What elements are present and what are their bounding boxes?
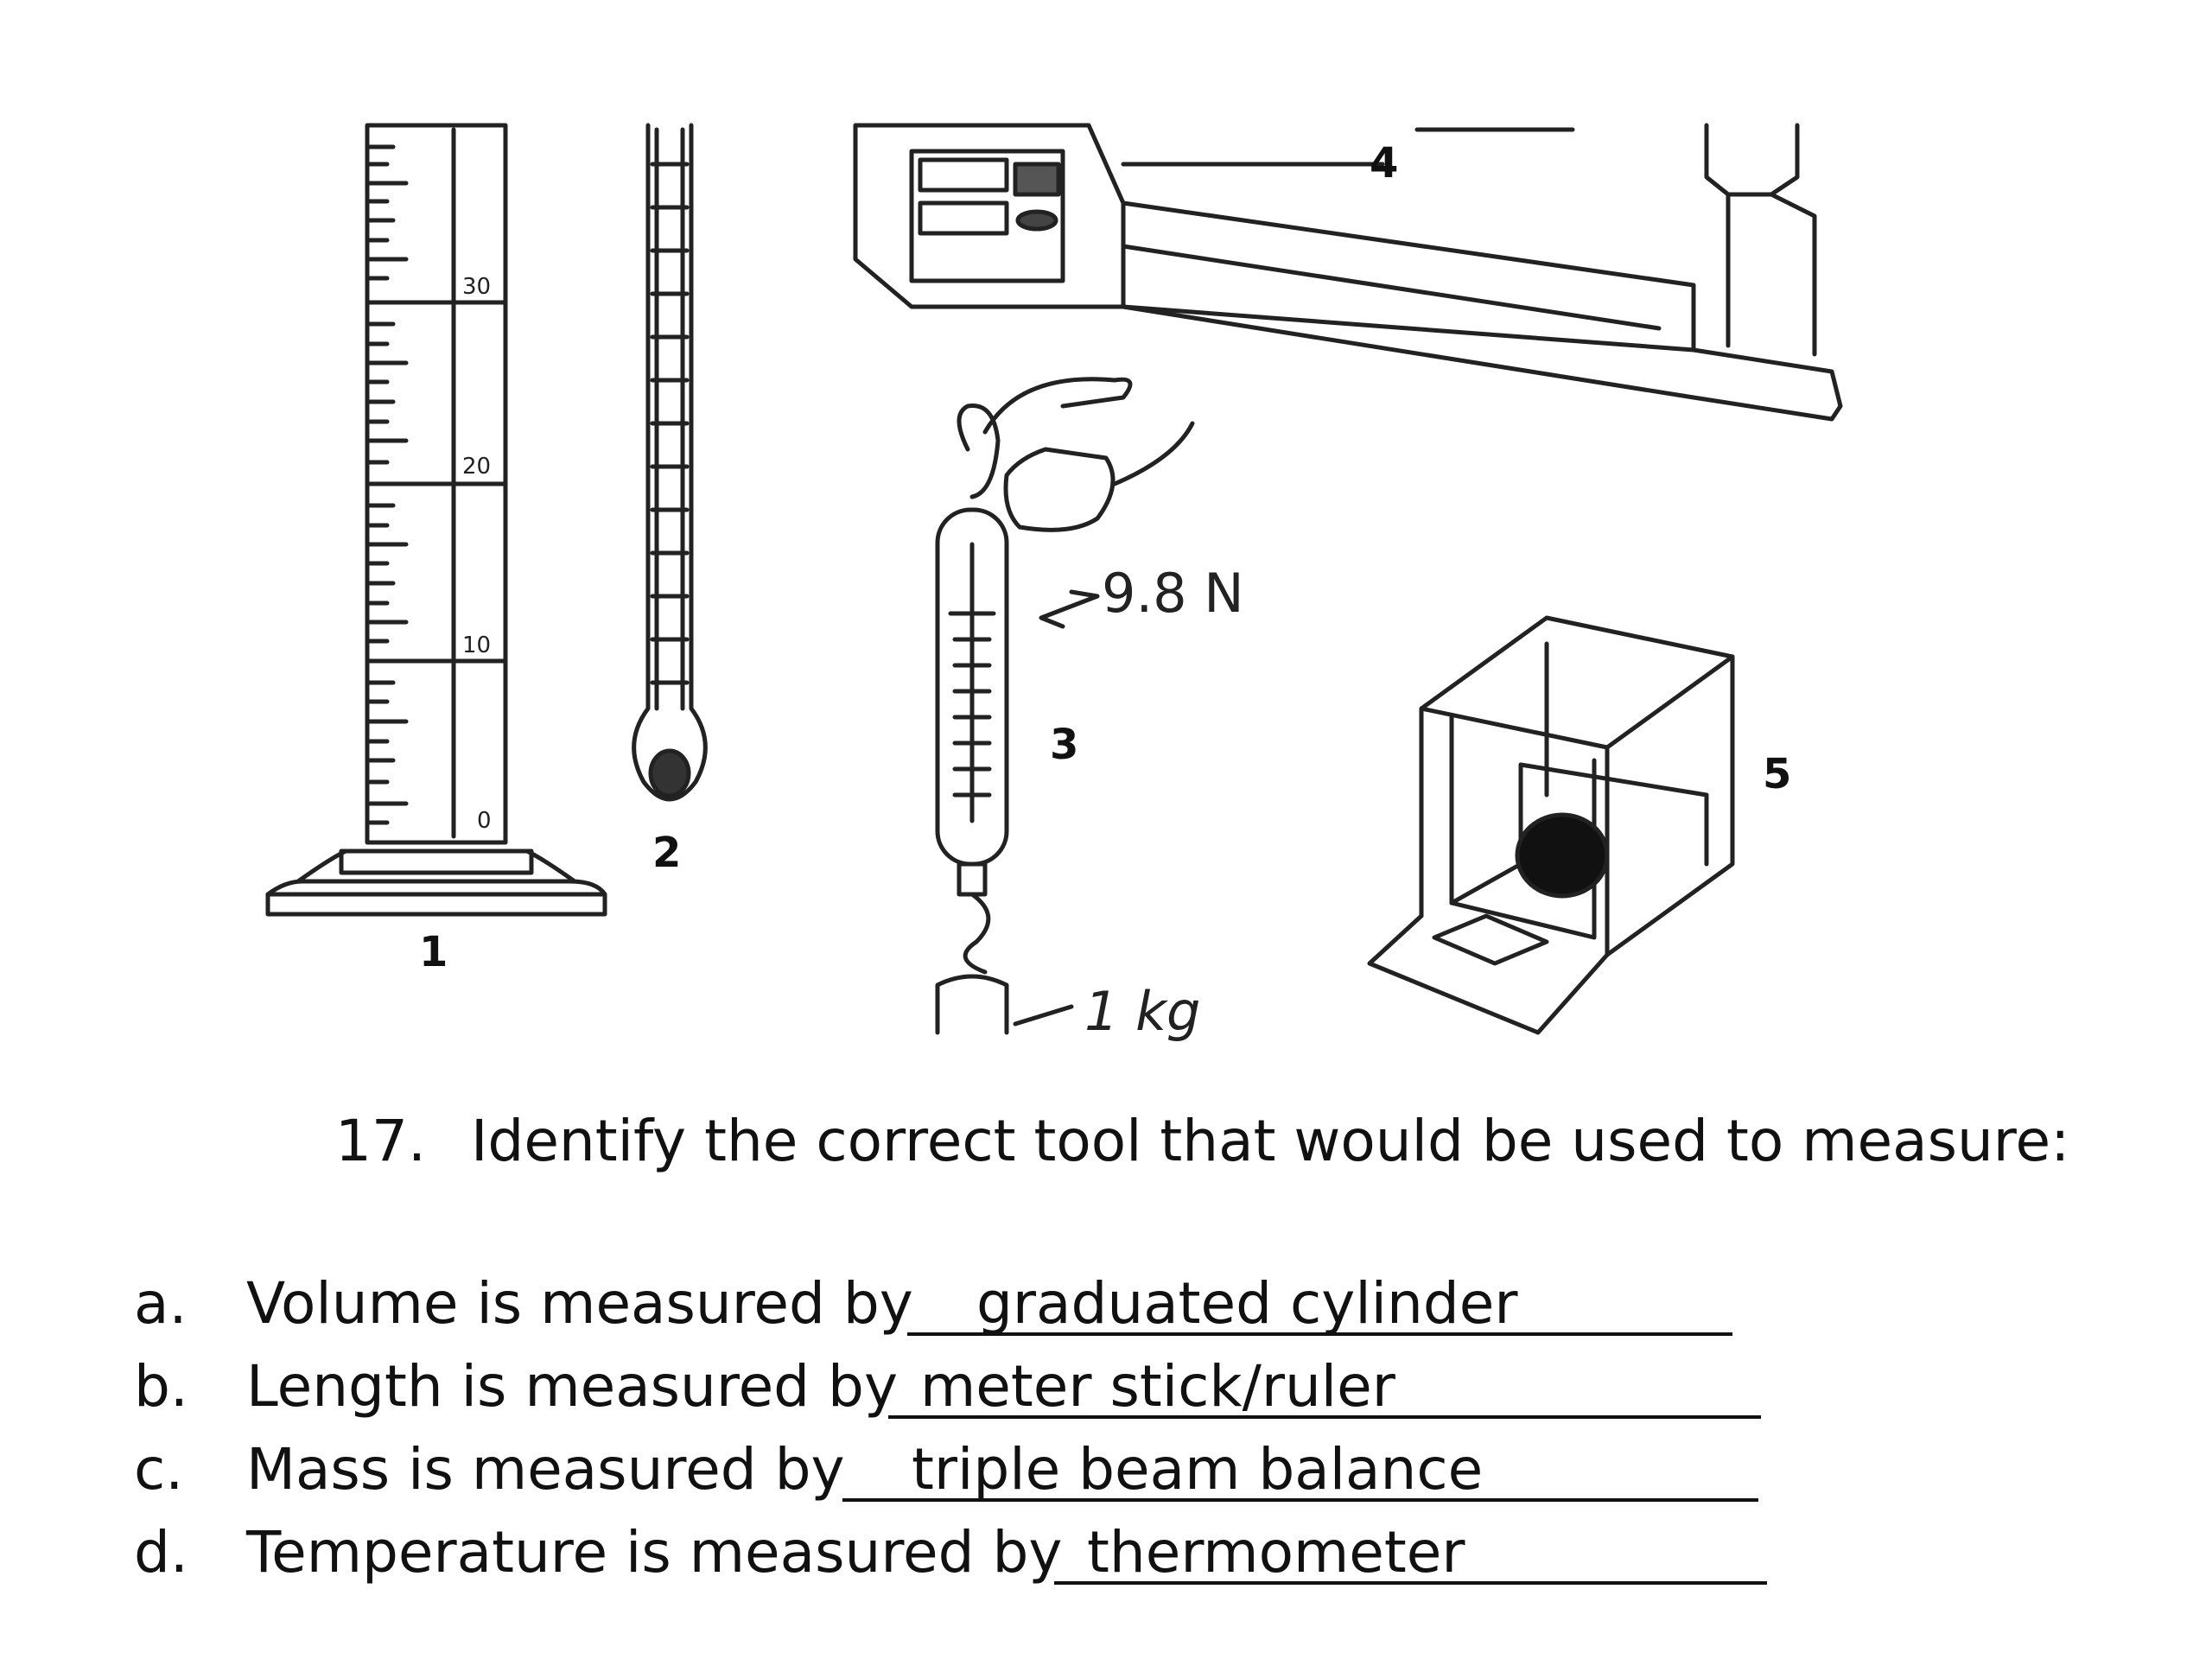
tool-label-3: 3 (1050, 721, 1079, 769)
triple-beam-balance-drawing (855, 125, 1840, 419)
spring-scale-annotations (1084, 562, 1244, 1043)
answer-letter: d. (134, 1519, 188, 1586)
answer-row-a (130, 1270, 1771, 1353)
svg-text:9.8 N: 9.8 N (1102, 562, 1244, 625)
answer-row-b (130, 1353, 1771, 1436)
question-prompt (335, 1097, 2069, 1184)
answer-value: graduated cylinder (976, 1270, 1518, 1337)
answer-prompt: Temperature is measured by (246, 1519, 1063, 1586)
answer-prompt: Volume is measured by (246, 1270, 913, 1337)
svg-text:20: 20 (462, 454, 492, 480)
thermometer-drawing (634, 125, 706, 799)
electronic-balance-drawing (1370, 618, 1732, 1033)
svg-text:1 kg: 1 kg (1084, 980, 1201, 1043)
answer-value: triple beam balance (912, 1436, 1484, 1503)
svg-text:10: 10 (462, 632, 492, 658)
tool-label-1: 1 (419, 928, 448, 976)
spring-scale-drawing (938, 379, 1192, 1033)
answer-value: meter stick/ruler (920, 1353, 1395, 1420)
tool-label-5: 5 (1763, 750, 1792, 798)
question-text: Identify the correct tool that would be used to measure: (470, 1107, 2070, 1174)
answer-letter: c. (134, 1436, 184, 1503)
graduated-cylinder-drawing (268, 125, 605, 914)
answer-value: thermometer (1087, 1519, 1465, 1586)
cylinder-scale-labels (462, 274, 492, 834)
answer-list (130, 1270, 1771, 1602)
tool-label-4: 4 (1370, 139, 1399, 188)
answer-row-d (130, 1519, 1771, 1602)
answer-letter: b. (134, 1353, 188, 1420)
question-number: 17. (335, 1107, 426, 1174)
answer-prompt: Length is measured by (246, 1353, 899, 1420)
answer-prompt: Mass is measured by (246, 1436, 845, 1503)
answer-row-c (130, 1436, 1771, 1519)
svg-text:30: 30 (462, 274, 492, 300)
answer-letter: a. (134, 1270, 188, 1337)
svg-text:0: 0 (477, 808, 492, 834)
tool-label-2: 2 (652, 829, 682, 877)
